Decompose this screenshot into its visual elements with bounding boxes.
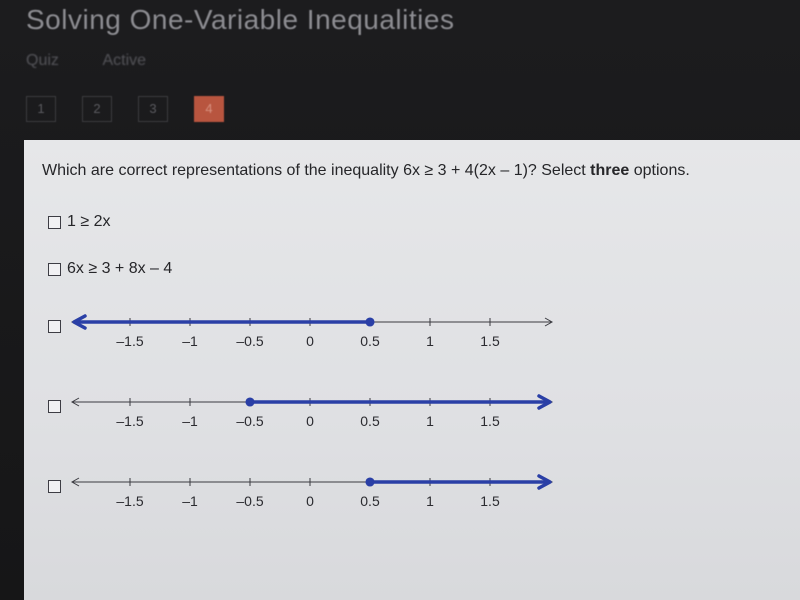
question-nav-4[interactable]: 4 xyxy=(194,96,224,122)
question-navigation xyxy=(26,96,224,122)
option-3-tick-label: 1.5 xyxy=(480,333,500,349)
option-5-tick-label: –1 xyxy=(182,493,198,509)
option-2[interactable] xyxy=(48,260,172,278)
option-3-endpoint xyxy=(366,318,374,326)
option-5-tick-label: 0.5 xyxy=(360,493,380,509)
option-1-checkbox[interactable] xyxy=(48,216,61,229)
option-5-tick-label: –1.5 xyxy=(116,493,144,509)
option-3-tick-label: 0.5 xyxy=(360,333,380,349)
question-panel xyxy=(24,140,800,600)
option-1[interactable] xyxy=(48,213,110,231)
quiz-title: Solving One-Variable Inequalities xyxy=(26,4,455,35)
option-3-tick-label: –1.5 xyxy=(116,333,144,349)
option-5-tick-label: 0 xyxy=(306,493,314,509)
question-nav-2[interactable]: 2 xyxy=(82,96,112,122)
question-nav-3[interactable]: 3 xyxy=(138,96,168,122)
option-4-checkbox[interactable] xyxy=(48,400,61,413)
option-2-checkbox[interactable] xyxy=(48,263,61,276)
option-4-tick-label: 0.5 xyxy=(360,413,380,429)
option-5-number-line xyxy=(64,468,604,512)
option-1-label: 1 ≥ 2x xyxy=(67,213,111,230)
question-prompt xyxy=(42,162,690,180)
quiz-header xyxy=(0,0,800,140)
question-emphasis: three xyxy=(590,162,630,179)
option-4-tick-label: –0.5 xyxy=(236,413,264,429)
option-4-tick-label: –1 xyxy=(182,413,198,429)
subnav-quiz[interactable]: Quiz xyxy=(26,52,59,69)
option-4-tick-label: –1.5 xyxy=(116,413,144,429)
question-prefix: Which are correct representations of the inequality 6x ≥ 3 + 4(2x – 1)? Select xyxy=(42,162,591,179)
option-5-tick-label: –0.5 xyxy=(236,493,264,509)
option-3-tick-label: –0.5 xyxy=(236,333,264,349)
question-nav-1[interactable]: 1 xyxy=(26,96,56,122)
option-4-number-line xyxy=(64,388,604,432)
option-5-endpoint xyxy=(366,478,374,486)
option-4-tick-label: 1.5 xyxy=(480,413,500,429)
option-5-tick-label: 1.5 xyxy=(480,493,500,509)
option-3-tick-label: 0 xyxy=(306,333,314,349)
option-5-tick-label: 1 xyxy=(426,493,434,509)
question-suffix: options. xyxy=(629,162,690,179)
option-4-tick-label: 0 xyxy=(306,413,314,429)
option-4-endpoint xyxy=(246,398,254,406)
option-3-tick-label: –1 xyxy=(182,333,198,349)
subnav-active[interactable]: Active xyxy=(102,52,147,69)
option-5-checkbox[interactable] xyxy=(48,480,61,493)
subnav xyxy=(26,52,186,70)
option-3-checkbox[interactable] xyxy=(48,320,61,333)
option-3-number-line xyxy=(64,308,604,352)
option-4-tick-label: 1 xyxy=(426,413,434,429)
option-3-tick-label: 1 xyxy=(426,333,434,349)
option-2-label: 6x ≥ 3 + 8x – 4 xyxy=(67,260,173,277)
